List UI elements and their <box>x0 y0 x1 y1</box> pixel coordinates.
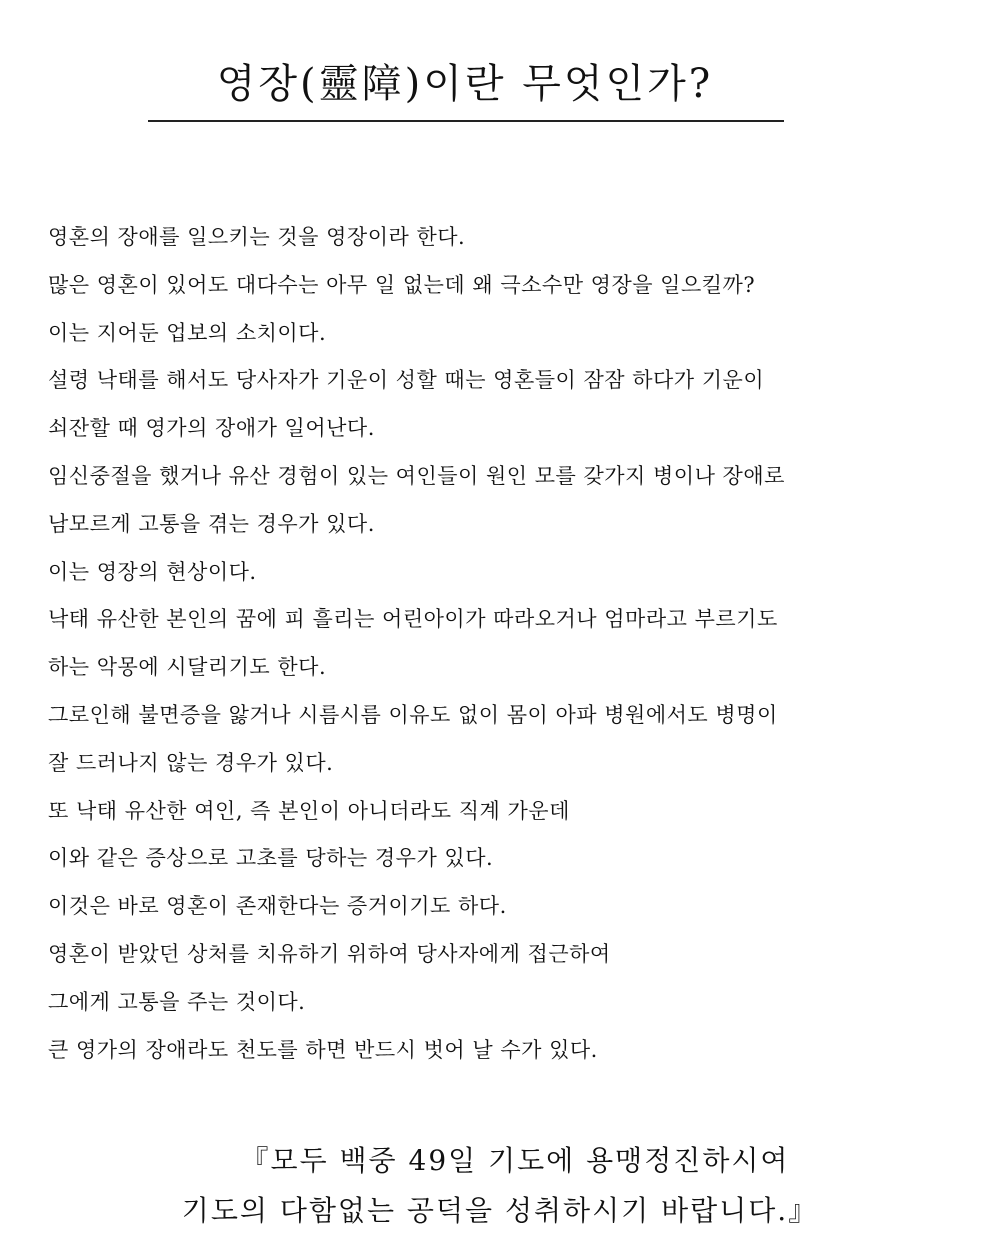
body-line: 영혼이 받았던 상처를 치유하기 위하여 당사자에게 접근하여 <box>48 941 611 966</box>
body-line: 쇠잔할 때 영가의 장애가 일어난다. <box>48 416 375 441</box>
body-line: 많은 영혼이 있어도 대다수는 아무 일 없는데 왜 극소수만 영장을 일으킬까? <box>48 272 756 297</box>
body-line: 그로인해 불면증을 앓거나 시름시름 이유도 없이 몸이 아파 병원에서도 병명이 <box>48 702 778 727</box>
body-line: 이것은 바로 영혼이 존재한다는 증거이기도 하다. <box>48 894 507 919</box>
body-line: 잘 드러나지 않는 경우가 있다. <box>48 750 334 775</box>
body-line: 임신중절을 했거나 유산 경험이 있는 여인들이 원인 모를 갖가지 병이나 장애로 <box>48 463 785 488</box>
body-line: 또 낙태 유산한 여인, 즉 본인이 아니더라도 직계 가운데 <box>48 798 570 823</box>
body-line: 영혼의 장애를 일으키는 것을 영장이라 한다. <box>48 225 466 249</box>
page-title: 영장(靈障)이란 무엇인가? <box>216 61 714 107</box>
closing-line: 『모두 백중 49일 기도에 용맹정진하시여 <box>240 1144 790 1177</box>
body-line: 이는 영장의 현상이다. <box>48 559 257 584</box>
body-line: 하는 악몽에 시달리기도 한다. <box>48 655 327 680</box>
body-line: 그에게 고통을 주는 것이다. <box>48 989 306 1014</box>
body-line: 큰 영가의 장애라도 천도를 하면 반드시 벗어 날 수가 있다. <box>48 1037 598 1062</box>
body-line: 이와 같은 증상으로 고초를 당하는 경우가 있다. <box>48 846 494 871</box>
title-underline <box>148 120 784 122</box>
body-line: 남모르게 고통을 겪는 경우가 있다. <box>48 511 375 536</box>
closing-message <box>0 1136 1000 1236</box>
body-line: 설령 낙태를 해서도 당사자가 기운이 성할 때는 영혼들이 잠잠 하다가 기운이 <box>48 368 765 393</box>
body-line: 낙태 유산한 본인의 꿈에 피 흘리는 어린아이가 따라오거나 엄마라고 부르기도 <box>48 607 778 632</box>
closing-line: 기도의 다함없는 공덕을 성취하시기 바랍니다.』 <box>181 1194 819 1227</box>
body-line: 이는 지어둔 업보의 소치이다. <box>48 320 327 345</box>
body-text <box>48 214 948 1074</box>
